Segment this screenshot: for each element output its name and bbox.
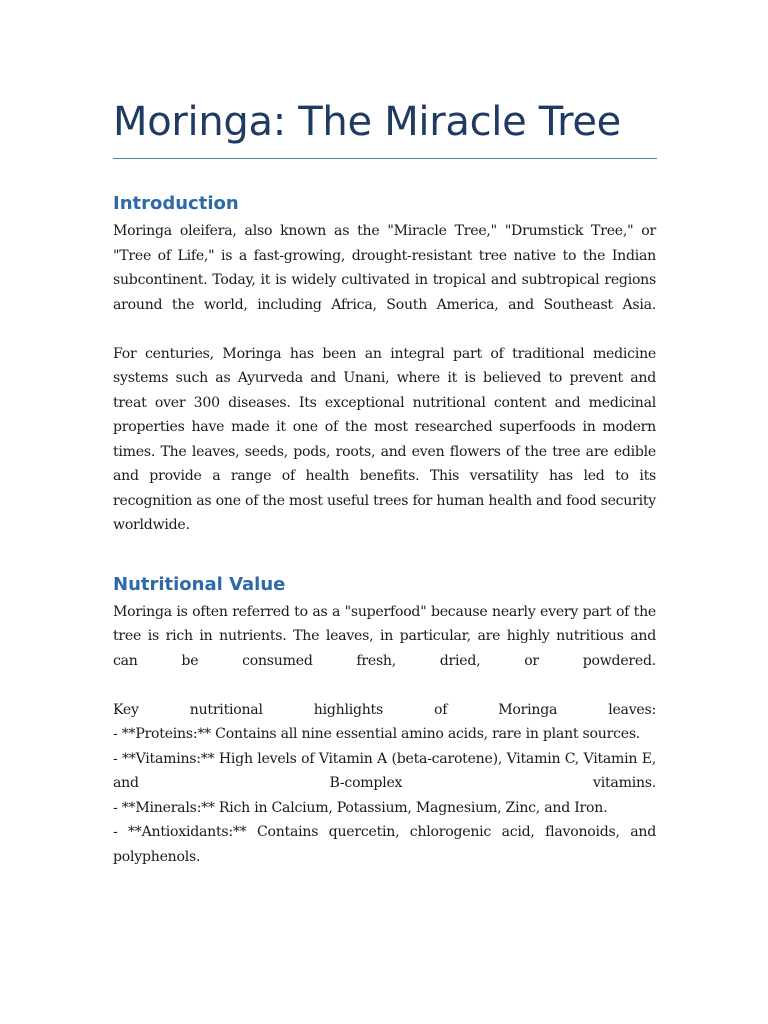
paragraph-spacer [113, 673, 656, 698]
intro-paragraph-2: For centuries, Moringa has been an integral part of traditional medicine systems such as Ayurveda and Unani, where it is believed to prevent and treat over 300 diseases. Its exceptional nutritional content and medicinal properties have made it one of the most researched superfoods in modern times. The leaves, seeds, pods, roots, and even flowers of the tree are edible and provide a range of health benefits. This versatility has led to its recognition as one of the most useful trees for human health and food security worldwide. [113, 345, 656, 533]
bullet-minerals: - **Minerals:** Rich in Calcium, Potassium, Magnesium, Zinc, and Iron. [113, 799, 608, 816]
section-heading-introduction: Introduction [113, 193, 239, 214]
section-heading-nutritional-value: Nutritional Value [113, 573, 286, 595]
paragraph-spacer [113, 317, 656, 342]
page-title: Moringa: The Miracle Tree [113, 99, 621, 145]
bullet-vitamins: - **Vitamins:** High levels of Vitamin A (beta-carotene), Vitamin C, Vitamin E, and B-complex vitamins. [113, 750, 656, 791]
bullet-antioxidants: - **Antioxidants:** Contains quercetin, chlorogenic acid, flavonoids, and polyphenols. [113, 824, 656, 865]
bullet-proteins: - **Proteins:** Contains all nine essential amino acids, rare in plant sources. [113, 726, 641, 742]
highlights-intro: Key nutritional highlights of Moringa leaves: [113, 701, 656, 718]
nutrition-paragraph-1: Moringa is often referred to as a "superfood" because nearly every part of the tree is rich in nutrients. The leaves, in particular, are highly nutritious and can be consumed fresh, dried, or powdered. [113, 603, 656, 669]
title-underline [113, 158, 657, 159]
intro-paragraph-1: Moringa oleifera, also known as the "Miracle Tree," "Drumstick Tree," or "Tree of Life," is a fast-growing, drought-resistant tree native to the Indian subcontinent. Today, it is widely cultivated in tropical and subtropical regions around the world, including Africa, South America, and Southeast Asia. [113, 223, 656, 313]
